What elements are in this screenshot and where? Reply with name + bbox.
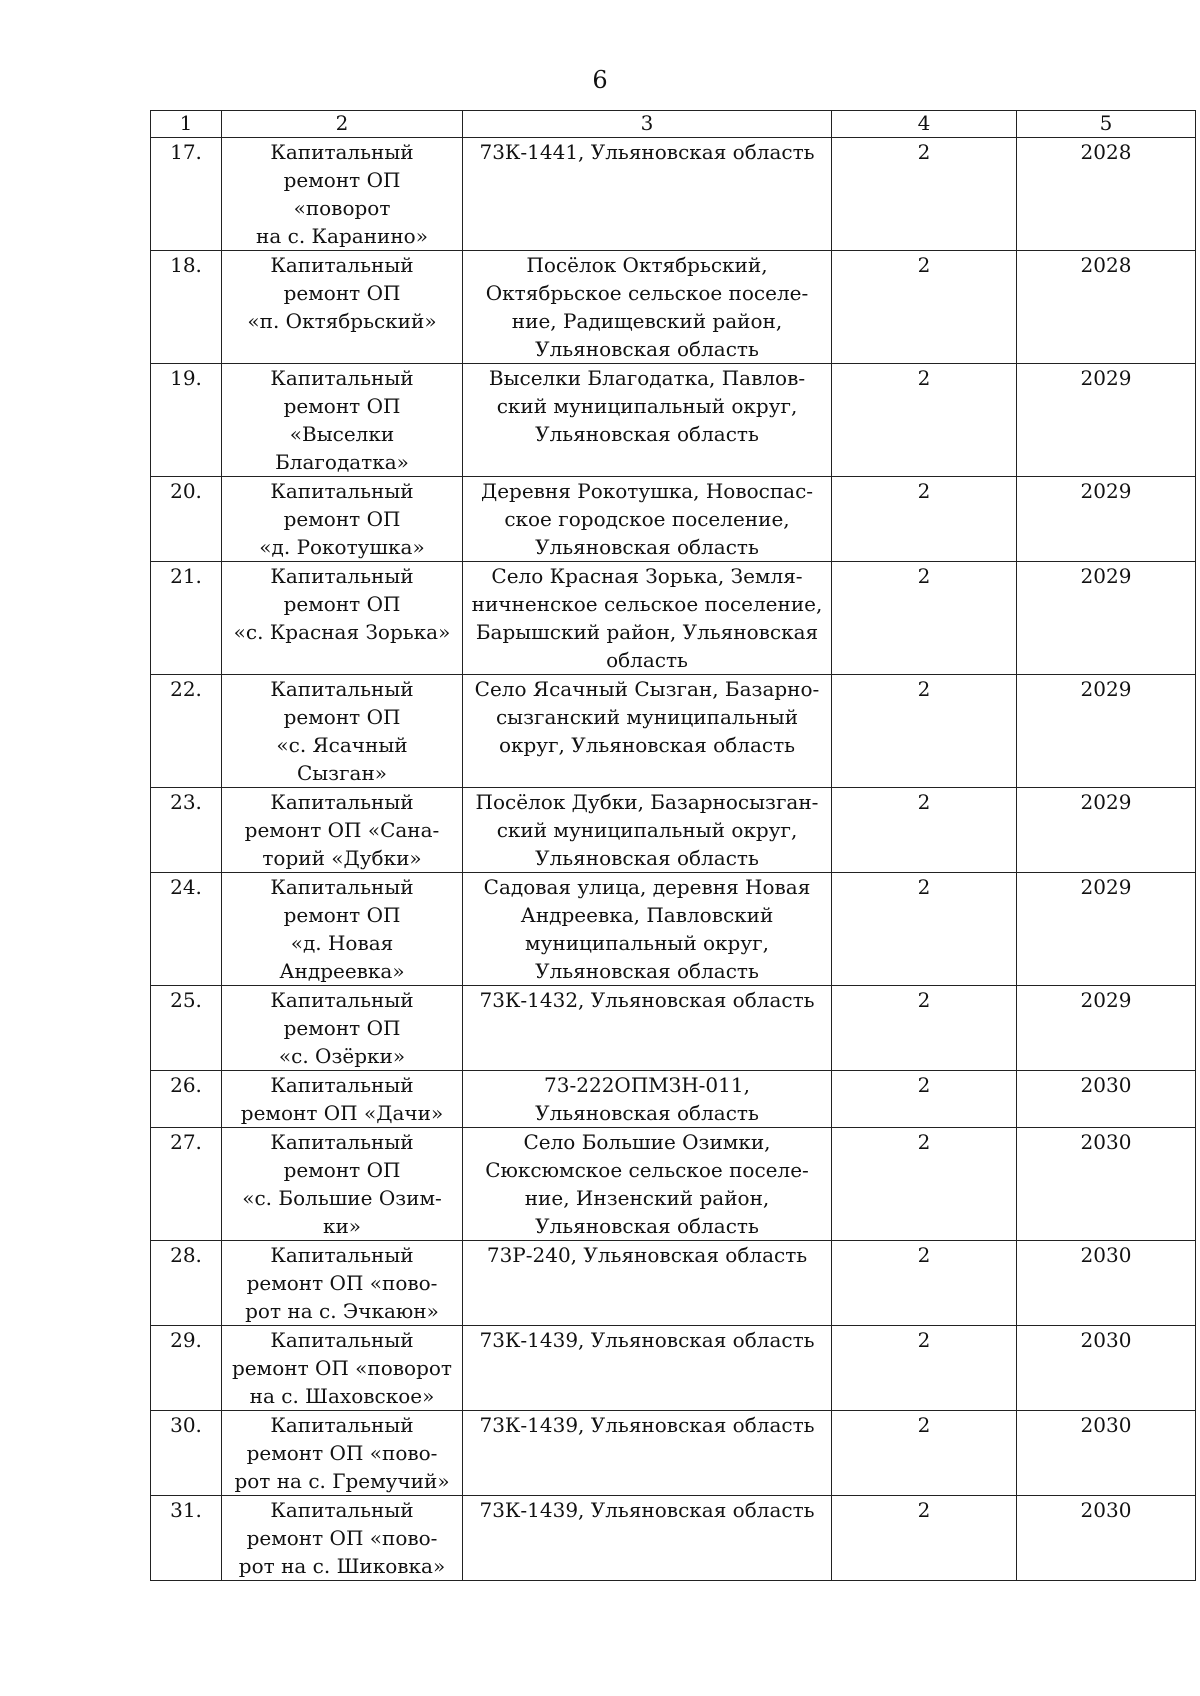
row-number: 27. bbox=[151, 1128, 222, 1241]
repair-year: 2028 bbox=[1017, 251, 1196, 364]
col-header-2: 2 bbox=[222, 111, 463, 138]
roads-table-container bbox=[150, 110, 1150, 1581]
object-name: Капитальный ремонт ОП «с. Озёрки» bbox=[222, 986, 463, 1071]
road-category: 2 bbox=[832, 562, 1017, 675]
col-header-4: 4 bbox=[832, 111, 1017, 138]
road-category: 2 bbox=[832, 986, 1017, 1071]
repair-year: 2030 bbox=[1017, 1128, 1196, 1241]
table-row bbox=[151, 1071, 1196, 1128]
object-location: Посёлок Дубки, Базарносызган- ский муниципальный округ, Ульяновская область bbox=[463, 788, 832, 873]
object-name: Капитальный ремонт ОП «пово- рот на с. Гремучий» bbox=[222, 1411, 463, 1496]
object-location: 73-222ОПМЗН-011, Ульяновская область bbox=[463, 1071, 832, 1128]
object-name: Капитальный ремонт ОП «поворот на с. Каранино» bbox=[222, 138, 463, 251]
object-name: Капитальный ремонт ОП «с. Большие Озим- ки» bbox=[222, 1128, 463, 1241]
row-number: 26. bbox=[151, 1071, 222, 1128]
repair-year: 2029 bbox=[1017, 873, 1196, 986]
object-name: Капитальный ремонт ОП «с. Ясачный Сызган» bbox=[222, 675, 463, 788]
table-row bbox=[151, 138, 1196, 251]
row-number: 17. bbox=[151, 138, 222, 251]
table-row bbox=[151, 1241, 1196, 1326]
row-number: 28. bbox=[151, 1241, 222, 1326]
repair-year: 2029 bbox=[1017, 477, 1196, 562]
col-header-1: 1 bbox=[151, 111, 222, 138]
object-name: Капитальный ремонт ОП «пово- рот на с. Эчкаюн» bbox=[222, 1241, 463, 1326]
repair-year: 2029 bbox=[1017, 364, 1196, 477]
table-row bbox=[151, 251, 1196, 364]
road-category: 2 bbox=[832, 1071, 1017, 1128]
repair-year: 2030 bbox=[1017, 1411, 1196, 1496]
table-row bbox=[151, 477, 1196, 562]
row-number: 24. bbox=[151, 873, 222, 986]
col-header-5: 5 bbox=[1017, 111, 1196, 138]
header-row bbox=[151, 111, 1196, 138]
object-name: Капитальный ремонт ОП «с. Красная Зорька» bbox=[222, 562, 463, 675]
object-location: 73К-1439, Ульяновская область bbox=[463, 1496, 832, 1581]
row-number: 30. bbox=[151, 1411, 222, 1496]
table-row bbox=[151, 1128, 1196, 1241]
object-location: Село Большие Озимки, Сюксюмское сельское поселе- ние, Инзенский район, Ульяновская область bbox=[463, 1128, 832, 1241]
object-name: Капитальный ремонт ОП «пово- рот на с. Шиковка» bbox=[222, 1496, 463, 1581]
row-number: 31. bbox=[151, 1496, 222, 1581]
repair-year: 2029 bbox=[1017, 675, 1196, 788]
repair-year: 2030 bbox=[1017, 1496, 1196, 1581]
row-number: 25. bbox=[151, 986, 222, 1071]
object-name: Капитальный ремонт ОП «Сана- торий «Дубки» bbox=[222, 788, 463, 873]
table-row bbox=[151, 1496, 1196, 1581]
object-name: Капитальный ремонт ОП «Выселки Благодатка» bbox=[222, 364, 463, 477]
page-number: 6 bbox=[592, 66, 608, 94]
col-header-3: 3 bbox=[463, 111, 832, 138]
object-location: Село Ясачный Сызган, Базарно- сызганский муниципальный округ, Ульяновская область bbox=[463, 675, 832, 788]
row-number: 23. bbox=[151, 788, 222, 873]
table-row bbox=[151, 562, 1196, 675]
table-row bbox=[151, 873, 1196, 986]
road-category: 2 bbox=[832, 675, 1017, 788]
table-row bbox=[151, 986, 1196, 1071]
object-location: Садовая улица, деревня Новая Андреевка, Павловский муниципальный округ, Ульяновская область bbox=[463, 873, 832, 986]
roads-table bbox=[150, 110, 1196, 1581]
repair-year: 2030 bbox=[1017, 1071, 1196, 1128]
repair-year: 2030 bbox=[1017, 1326, 1196, 1411]
object-location: 73К-1441, Ульяновская область bbox=[463, 138, 832, 251]
repair-year: 2030 bbox=[1017, 1241, 1196, 1326]
object-name: Капитальный ремонт ОП «поворот на с. Шаховское» bbox=[222, 1326, 463, 1411]
object-location: 73К-1439, Ульяновская область bbox=[463, 1411, 832, 1496]
row-number: 29. bbox=[151, 1326, 222, 1411]
repair-year: 2029 bbox=[1017, 562, 1196, 675]
row-number: 21. bbox=[151, 562, 222, 675]
object-location: 73К-1439, Ульяновская область bbox=[463, 1326, 832, 1411]
table-row bbox=[151, 788, 1196, 873]
road-category: 2 bbox=[832, 251, 1017, 364]
table-row bbox=[151, 1326, 1196, 1411]
table-row bbox=[151, 364, 1196, 477]
table-row bbox=[151, 1411, 1196, 1496]
road-category: 2 bbox=[832, 1241, 1017, 1326]
repair-year: 2028 bbox=[1017, 138, 1196, 251]
road-category: 2 bbox=[832, 873, 1017, 986]
table-row bbox=[151, 675, 1196, 788]
object-location: Выселки Благодатка, Павлов- ский муниципальный округ, Ульяновская область bbox=[463, 364, 832, 477]
object-name: Капитальный ремонт ОП «Дачи» bbox=[222, 1071, 463, 1128]
row-number: 19. bbox=[151, 364, 222, 477]
repair-year: 2029 bbox=[1017, 788, 1196, 873]
object-name: Капитальный ремонт ОП «д. Рокотушка» bbox=[222, 477, 463, 562]
road-category: 2 bbox=[832, 1326, 1017, 1411]
road-category: 2 bbox=[832, 1411, 1017, 1496]
row-number: 18. bbox=[151, 251, 222, 364]
object-location: Село Красная Зорька, Земля- ничненское сельское поселение, Барышский район, Ульяновская область bbox=[463, 562, 832, 675]
object-location: Деревня Рокотушка, Новоспас- ское городское поселение, Ульяновская область bbox=[463, 477, 832, 562]
row-number: 22. bbox=[151, 675, 222, 788]
road-category: 2 bbox=[832, 1496, 1017, 1581]
road-category: 2 bbox=[832, 364, 1017, 477]
object-location: Посёлок Октябрьский, Октябрьское сельское поселе- ние, Радищевский район, Ульяновская область bbox=[463, 251, 832, 364]
object-name: Капитальный ремонт ОП «п. Октябрьский» bbox=[222, 251, 463, 364]
row-number: 20. bbox=[151, 477, 222, 562]
road-category: 2 bbox=[832, 788, 1017, 873]
road-category: 2 bbox=[832, 138, 1017, 251]
object-location: 73К-1432, Ульяновская область bbox=[463, 986, 832, 1071]
road-category: 2 bbox=[832, 1128, 1017, 1241]
object-name: Капитальный ремонт ОП «д. Новая Андреевка» bbox=[222, 873, 463, 986]
object-location: 73Р-240, Ульяновская область bbox=[463, 1241, 832, 1326]
repair-year: 2029 bbox=[1017, 986, 1196, 1071]
table-body bbox=[151, 138, 1196, 1581]
road-category: 2 bbox=[832, 477, 1017, 562]
